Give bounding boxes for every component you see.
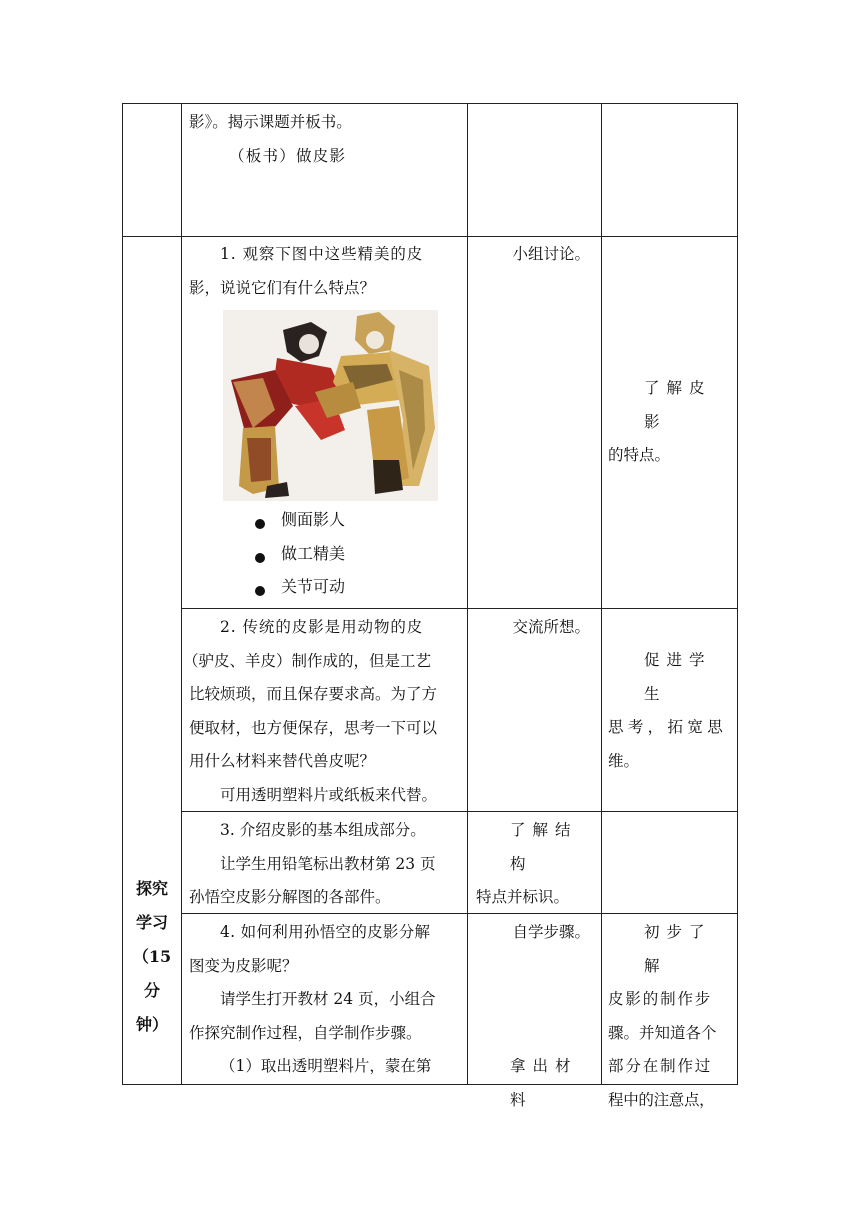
purpose-text: 的特点。 xyxy=(608,446,671,464)
purpose-text: 促进学生 xyxy=(644,651,712,703)
list-item: 关节可动 xyxy=(189,574,461,608)
column-divider-2 xyxy=(467,103,468,1085)
paragraph-line: 4. 如何利用孙悟空的皮影分解 xyxy=(220,923,431,941)
column-divider-3 xyxy=(601,103,602,1085)
section-heading-line: （15 xyxy=(132,947,172,966)
lesson-text: 影》。揭示课题并板书。 xyxy=(189,113,352,131)
row1-purpose-cell xyxy=(608,372,732,473)
row4-activity-cell xyxy=(189,916,461,1084)
paragraph-line: （1）取出透明塑料片，蒙在第 xyxy=(220,1057,432,1075)
paragraph-line: 可用透明塑料片或纸板来代替。 xyxy=(220,785,438,804)
shadow-puppet-image xyxy=(223,310,438,501)
column-divider-1 xyxy=(181,103,182,1085)
row1-activity-cell xyxy=(189,238,461,305)
table-right-border xyxy=(737,103,738,1085)
section-heading-line: 钟） xyxy=(135,1015,168,1034)
purpose-text: 维。 xyxy=(608,751,640,770)
purpose-text: 思考，拓宽思 xyxy=(608,718,728,736)
row4-purpose-cell xyxy=(608,916,732,1117)
list-item: 做工精美 xyxy=(189,541,461,575)
row1-student-cell xyxy=(476,238,596,272)
row3-student-cell xyxy=(476,814,596,915)
list-item: 侧面影人 xyxy=(189,507,461,541)
paragraph-line: 请学生打开教材 24 页，小组合 xyxy=(220,990,436,1008)
paragraph-line: （驴皮、羊皮）制作成的，但是工艺 xyxy=(183,651,432,670)
board-writing: （板书）做皮影 xyxy=(229,146,347,165)
table-top-border xyxy=(122,103,738,104)
student-activity: 交流所想。 xyxy=(512,618,590,636)
purpose-text: 程中的注意点， xyxy=(608,1090,715,1109)
table-left-border xyxy=(122,103,123,1085)
row4-student-cell xyxy=(476,916,596,1117)
purpose-text: 部分在制作过 xyxy=(608,1057,713,1075)
student-activity: 小组讨论。 xyxy=(512,245,590,263)
paragraph-line: 让学生用铅笔标出教材第 23 页 xyxy=(220,854,436,873)
section-heading-line: 探究 xyxy=(135,879,168,898)
bullet-icon xyxy=(255,586,265,596)
row2-purpose-cell xyxy=(608,644,732,778)
paragraph-line: 2. 传统的皮影是用动物的皮 xyxy=(220,618,424,636)
purpose-text: 皮影的制作步 xyxy=(608,990,713,1008)
student-activity: 了解结构 xyxy=(510,821,578,873)
row2-activity-cell xyxy=(183,611,461,812)
paragraph-line: 图变为皮影呢？ xyxy=(189,956,298,975)
paragraph-line: 孙悟空皮影分解图的各部件。 xyxy=(189,888,391,906)
paragraph-line: 用什么材料来替代兽皮呢？ xyxy=(189,752,376,770)
purpose-text: 了解皮影 xyxy=(644,379,712,431)
paragraph-line: 比较烦琐，而且保存要求高。为了方 xyxy=(189,685,438,703)
question-1: 1. 观察下图中这些精美的皮 xyxy=(220,245,424,263)
row-divider-1 xyxy=(122,236,738,237)
bullet-icon xyxy=(255,519,265,529)
feature-list xyxy=(189,507,461,608)
paragraph-line: 作探究制作过程，自学制作步骤。 xyxy=(189,1023,422,1042)
paragraph-line: 3. 介绍皮影的基本组成部分。 xyxy=(220,821,426,839)
paragraph-line: 便取材，也方便保存，思考一下可以 xyxy=(189,718,438,737)
purpose-text: 骤。并知道各个 xyxy=(608,1023,717,1042)
row2-student-cell xyxy=(476,611,596,645)
purpose-text: 初步了解 xyxy=(644,923,712,975)
row0-activity-cell xyxy=(189,106,461,173)
section-heading-line: 学习 xyxy=(135,913,168,932)
student-activity: 拿出材料 xyxy=(510,1057,578,1109)
row-divider-2 xyxy=(181,608,738,609)
row3-activity-cell xyxy=(189,814,461,915)
student-activity: 自学步骤。 xyxy=(512,923,590,941)
student-activity: 特点并标识。 xyxy=(476,888,570,906)
section-heading xyxy=(124,872,180,1042)
question-1-cont: 影，说说它们有什么特点？ xyxy=(189,278,376,297)
section-heading-line: 分 xyxy=(143,981,160,1000)
bullet-icon xyxy=(255,553,265,563)
shadow-puppet-illustration xyxy=(223,310,438,501)
